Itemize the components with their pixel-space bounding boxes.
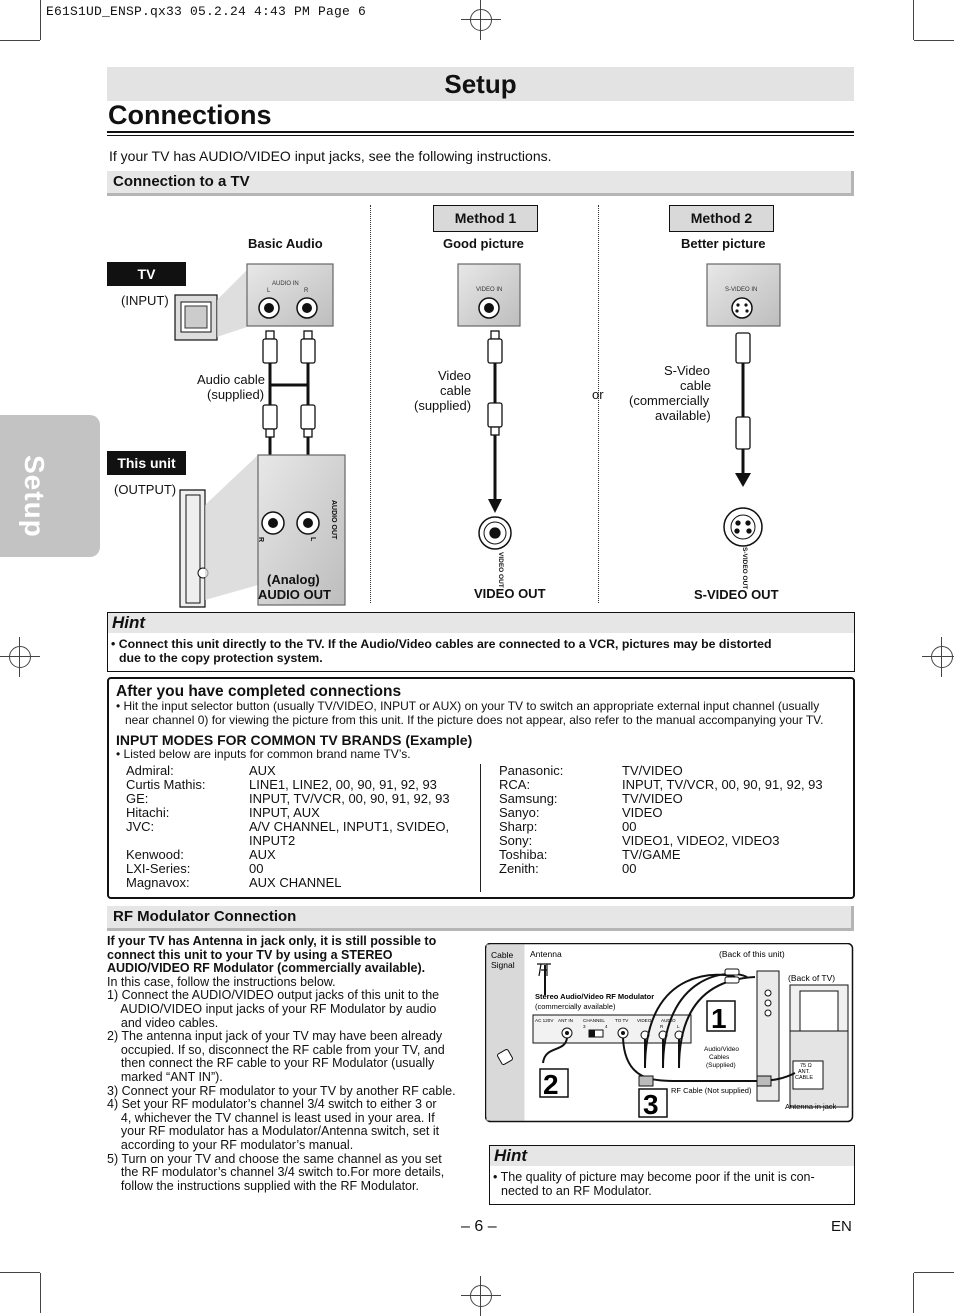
video-in-text: VIDEO IN — [476, 287, 503, 293]
brand-name: Sony: — [499, 833, 533, 848]
brand-input: AUX CHANNEL — [249, 875, 342, 890]
brand-input: AUX — [249, 847, 276, 862]
output-label: (OUTPUT) — [114, 482, 177, 497]
back-unit-text: (Back of this unit) — [719, 949, 785, 959]
registration-mark-right — [922, 637, 954, 677]
this-unit-label: This unit — [107, 451, 186, 475]
crop-mark — [0, 1272, 40, 1273]
rf-intro-line: AUDIO/VIDEO RF Modulator (commercially available). — [107, 961, 426, 976]
mod-l: L — [677, 1024, 680, 1029]
mod-channel: CHANNEL — [583, 1018, 605, 1023]
tv-icon — [175, 295, 217, 340]
modes-title: INPUT MODES FOR COMMON TV BRANDS (Example) — [116, 732, 473, 748]
after-text-line: near channel 0) for viewing the picture from this unit. If the picture does not appear, also refer to the manual accompanying your TV. — [125, 713, 824, 727]
mod-ch3: 3 — [583, 1024, 586, 1029]
modes-sub: • Listed below are inputs for common brand name TV’s. — [116, 747, 411, 761]
rf-step-line: marked “ANT IN”). — [107, 1069, 223, 1084]
rf-step-line: and video cables. — [107, 1015, 219, 1030]
unit-side-icon — [180, 490, 208, 607]
ant-cable-text: CABLE — [795, 1075, 814, 1081]
or-label: or — [592, 387, 604, 402]
brand-name: Toshiba: — [499, 847, 548, 862]
after-text-line: • Hit the input selector button (usually TV/VIDEO, INPUT or AUX) on your TV to switch an appropriate external input channel (usually — [116, 699, 820, 713]
good-picture-label: Good picture — [443, 236, 524, 251]
mod-r: R — [660, 1024, 664, 1029]
cable-signal-text: Cable — [491, 950, 514, 960]
rf-step-line: follow the instructions supplied with the RF Modulator. — [107, 1178, 419, 1193]
audio-out-caption: AUDIO OUT — [258, 587, 331, 602]
crop-mark — [914, 1272, 954, 1273]
video-cable-label-1: Video — [438, 368, 472, 383]
rf-step-line: 4) Set your RF modulator’s channel 3/4 switch to either 3 or — [107, 1097, 437, 1112]
rf-step-line: then connect the RF cable to your RF Modulator (usually — [107, 1056, 435, 1071]
hint-header — [490, 1146, 854, 1166]
brand-name: Hitachi: — [126, 805, 170, 820]
av-cables-text: (Supplied) — [706, 1062, 736, 1069]
brand-name: RCA: — [499, 777, 531, 792]
audio-in-r: R — [304, 288, 309, 294]
hint-text-line: due to the copy protection system. — [119, 651, 323, 665]
video-cable-label-2: cable — [440, 383, 472, 398]
mod-ac: AC 120V — [535, 1018, 554, 1023]
section-header-connection-tv — [107, 171, 854, 196]
tv-label: TV — [107, 262, 186, 286]
crop-mark — [913, 0, 914, 40]
page-number: – 6 – — [461, 1218, 497, 1235]
crop-mark — [913, 1273, 914, 1313]
section-header-rf — [107, 906, 854, 931]
rf-step-line: AUDIO/VIDEO input jacks of your RF Modulator by audio — [107, 1001, 437, 1016]
mod-video: VIDEO — [637, 1018, 652, 1023]
method1-label: Method 1 — [433, 205, 538, 232]
step-1: 1 — [711, 1003, 727, 1034]
video-out-caption: VIDEO OUT — [474, 586, 546, 601]
brand-name: Sharp: — [499, 819, 538, 834]
modulator-text: Stereo Audio/Video RF Modulator — [535, 992, 655, 1001]
brand-input: INPUT2 — [249, 833, 296, 848]
divider — [107, 131, 854, 133]
rf-intro-line: connect this unit to your TV by using a STEREO — [107, 947, 393, 962]
brand-name: Magnavox: — [126, 875, 190, 890]
rf-step-line: In this case, follow the instructions below. — [107, 974, 336, 989]
antenna-in-jack-text: Antenna in jack — [785, 1102, 837, 1111]
brand-input: LINE1, LINE2, 00, 90, 91, 92, 93 — [249, 777, 437, 792]
rf-cable-text: RF Cable (Not supplied) — [671, 1086, 752, 1095]
jack-l-label: L — [309, 537, 316, 542]
rf-step-line: occupied. If so, disconnect the RF cable from your TV, and — [107, 1042, 445, 1057]
registration-mark-top — [461, 0, 501, 40]
brand-name: JVC: — [126, 819, 155, 834]
svideo-in-panel — [707, 264, 780, 326]
rf-intro-line: If your TV has Antenna in jack only, it is still possible to — [107, 934, 437, 948]
hint-title: Hint — [494, 1146, 528, 1165]
brands-divider — [480, 764, 481, 892]
brand-name: Panasonic: — [499, 763, 564, 778]
step-3: 3 — [643, 1089, 659, 1120]
page-title: Setup — [444, 69, 517, 99]
audio-in-l: L — [267, 288, 271, 294]
crop-mark — [40, 0, 41, 40]
section-heading: Connection to a TV — [113, 173, 250, 190]
brand-input: INPUT, TV/VCR, 00, 90, 91, 92, 93 — [249, 791, 450, 806]
brand-name: Sanyo: — [499, 805, 540, 820]
hint-text-line: • The quality of picture may become poor if the unit is con- — [493, 1170, 815, 1184]
svideo-in-text: S-VIDEO IN — [725, 287, 758, 293]
brand-name: Curtis Mathis: — [126, 777, 206, 792]
audio-cable-sub: (supplied) — [207, 387, 265, 402]
registration-mark-left — [0, 637, 40, 677]
ant-cable-text: 75 Ω — [800, 1063, 812, 1069]
audio-in-text: AUDIO IN — [272, 281, 299, 287]
brand-name: Zenith: — [499, 861, 539, 876]
hint-text — [490, 1166, 854, 1198]
crop-mark — [40, 1273, 41, 1313]
rf-step-line: 2) The antenna input jack of your TV may have been already — [107, 1029, 443, 1044]
brand-input: VIDEO — [622, 805, 663, 820]
av-cables-text: Audio/Video — [704, 1046, 739, 1053]
hint-header — [108, 613, 854, 633]
svideo-out-caption: S-VIDEO OUT — [694, 587, 779, 602]
brands-left-list — [126, 764, 476, 890]
rf-step-line: according to your RF modulator’s manual. — [107, 1137, 354, 1152]
brand-input: INPUT, AUX — [249, 805, 320, 820]
video-out-jack-label: VIDEO OUT — [497, 552, 504, 588]
rf-diagram — [485, 943, 855, 1123]
svideo-cable-label-1: S-Video — [664, 363, 711, 378]
modulator-text: (commercially available) — [535, 1002, 616, 1011]
method2-label: Method 2 — [669, 205, 774, 232]
crop-mark — [0, 40, 40, 41]
brand-input: 00 — [622, 861, 637, 876]
svideo-cable-label-2: cable — [680, 378, 712, 393]
ant-cable-text: ANT. — [798, 1069, 810, 1075]
mod-ant-in: ANT IN — [558, 1018, 573, 1023]
video-cable — [479, 331, 511, 549]
hint-text-line: nected to an RF Modulator. — [501, 1184, 652, 1198]
section-heading: RF Modulator Connection — [113, 908, 297, 925]
brand-input: 00 — [249, 861, 264, 876]
better-picture-label: Better picture — [681, 236, 766, 251]
audio-out-jack-label: AUDIO OUT — [330, 500, 337, 540]
input-label: (INPUT) — [121, 293, 169, 308]
connection-diagram — [170, 255, 820, 610]
brand-input: TV/GAME — [622, 847, 681, 862]
svideo-cable-label-3: (commercially — [629, 393, 710, 408]
audio-in-panel — [247, 264, 333, 326]
side-tab-label: Setup — [19, 455, 50, 538]
basic-audio-label: Basic Audio — [248, 236, 323, 251]
video-in-panel — [458, 264, 520, 326]
brand-input: INPUT, TV/VCR, 00, 90, 91, 92, 93 — [622, 777, 823, 792]
mod-audio: AUDIO — [661, 1018, 676, 1023]
hint-box-2 — [489, 1145, 855, 1205]
rf-instructions — [107, 935, 479, 1193]
rf-step-line: 5) Turn on your TV and choose the same channel as you set — [107, 1151, 442, 1166]
antenna-text: Antenna — [530, 949, 562, 959]
back-tv-text: (Back of TV) — [788, 973, 836, 983]
brand-name: Samsung: — [499, 791, 558, 806]
brand-input: TV/VIDEO — [622, 791, 683, 806]
rf-step-line: 3) Connect your RF modulator to your TV by another RF cable. — [107, 1083, 456, 1098]
rf-step-line: 1) Connect the AUDIO/VIDEO output jacks of this unit to the — [107, 988, 440, 1003]
side-tab — [0, 415, 100, 557]
hint-text-line: • Connect this unit directly to the TV. If the Audio/Video cables are connected to a VCR, pictures may be distorted — [111, 637, 772, 651]
audio-cable-label: Audio cable — [197, 372, 265, 387]
rf-step-line: the RF modulator’s channel 3/4 switch to.For more details, — [107, 1165, 445, 1180]
rf-step-line: your RF modulator has a Modulator/Antenna switch, set it — [107, 1124, 440, 1139]
brand-name: Kenwood: — [126, 847, 184, 862]
svideo-out-jack-label: S-VIDEO OUT — [741, 547, 748, 590]
language-label: EN — [831, 1218, 852, 1235]
hint-text — [108, 633, 854, 665]
brand-name: Admiral: — [126, 763, 174, 778]
after-title: After you have completed connections — [116, 683, 402, 700]
rf-step-line: 4, whichever the TV channel is least used in your area. If — [107, 1110, 435, 1125]
brands-right-list — [499, 764, 849, 876]
brand-name: GE: — [126, 791, 149, 806]
brand-input: 00 — [622, 819, 637, 834]
svideo-cable — [724, 333, 762, 546]
jack-r-label: R — [257, 537, 264, 543]
mod-ch4: 4 — [605, 1024, 608, 1029]
av-cables-text: Cables — [709, 1054, 730, 1061]
brand-input: TV/VIDEO — [622, 763, 683, 778]
cable-signal-text: Signal — [491, 960, 515, 970]
brand-input: AUX — [249, 763, 276, 778]
print-header: E61S1UD_ENSP.qx33 05.2.24 4:43 PM Page 6 — [46, 4, 367, 19]
mod-to-tv: TO TV — [615, 1018, 629, 1023]
registration-mark-bottom — [461, 1276, 501, 1316]
brand-input: VIDEO1, VIDEO2, VIDEO3 — [622, 833, 780, 848]
brand-name: LXI-Series: — [126, 861, 191, 876]
step-2: 2 — [543, 1069, 559, 1100]
divider — [107, 135, 854, 136]
section-title: Connections — [108, 100, 272, 130]
intro-text: If your TV has AUDIO/VIDEO input jacks, see the following instructions. — [109, 148, 552, 164]
hint-box — [107, 612, 855, 672]
crop-mark — [914, 40, 954, 41]
analog-label: (Analog) — [267, 572, 320, 587]
hint-title: Hint — [112, 613, 146, 632]
video-cable-label-3: (supplied) — [414, 398, 472, 413]
brand-input: A/V CHANNEL, INPUT1, SVIDEO, — [249, 819, 450, 834]
svideo-cable-label-4: available) — [655, 408, 711, 423]
